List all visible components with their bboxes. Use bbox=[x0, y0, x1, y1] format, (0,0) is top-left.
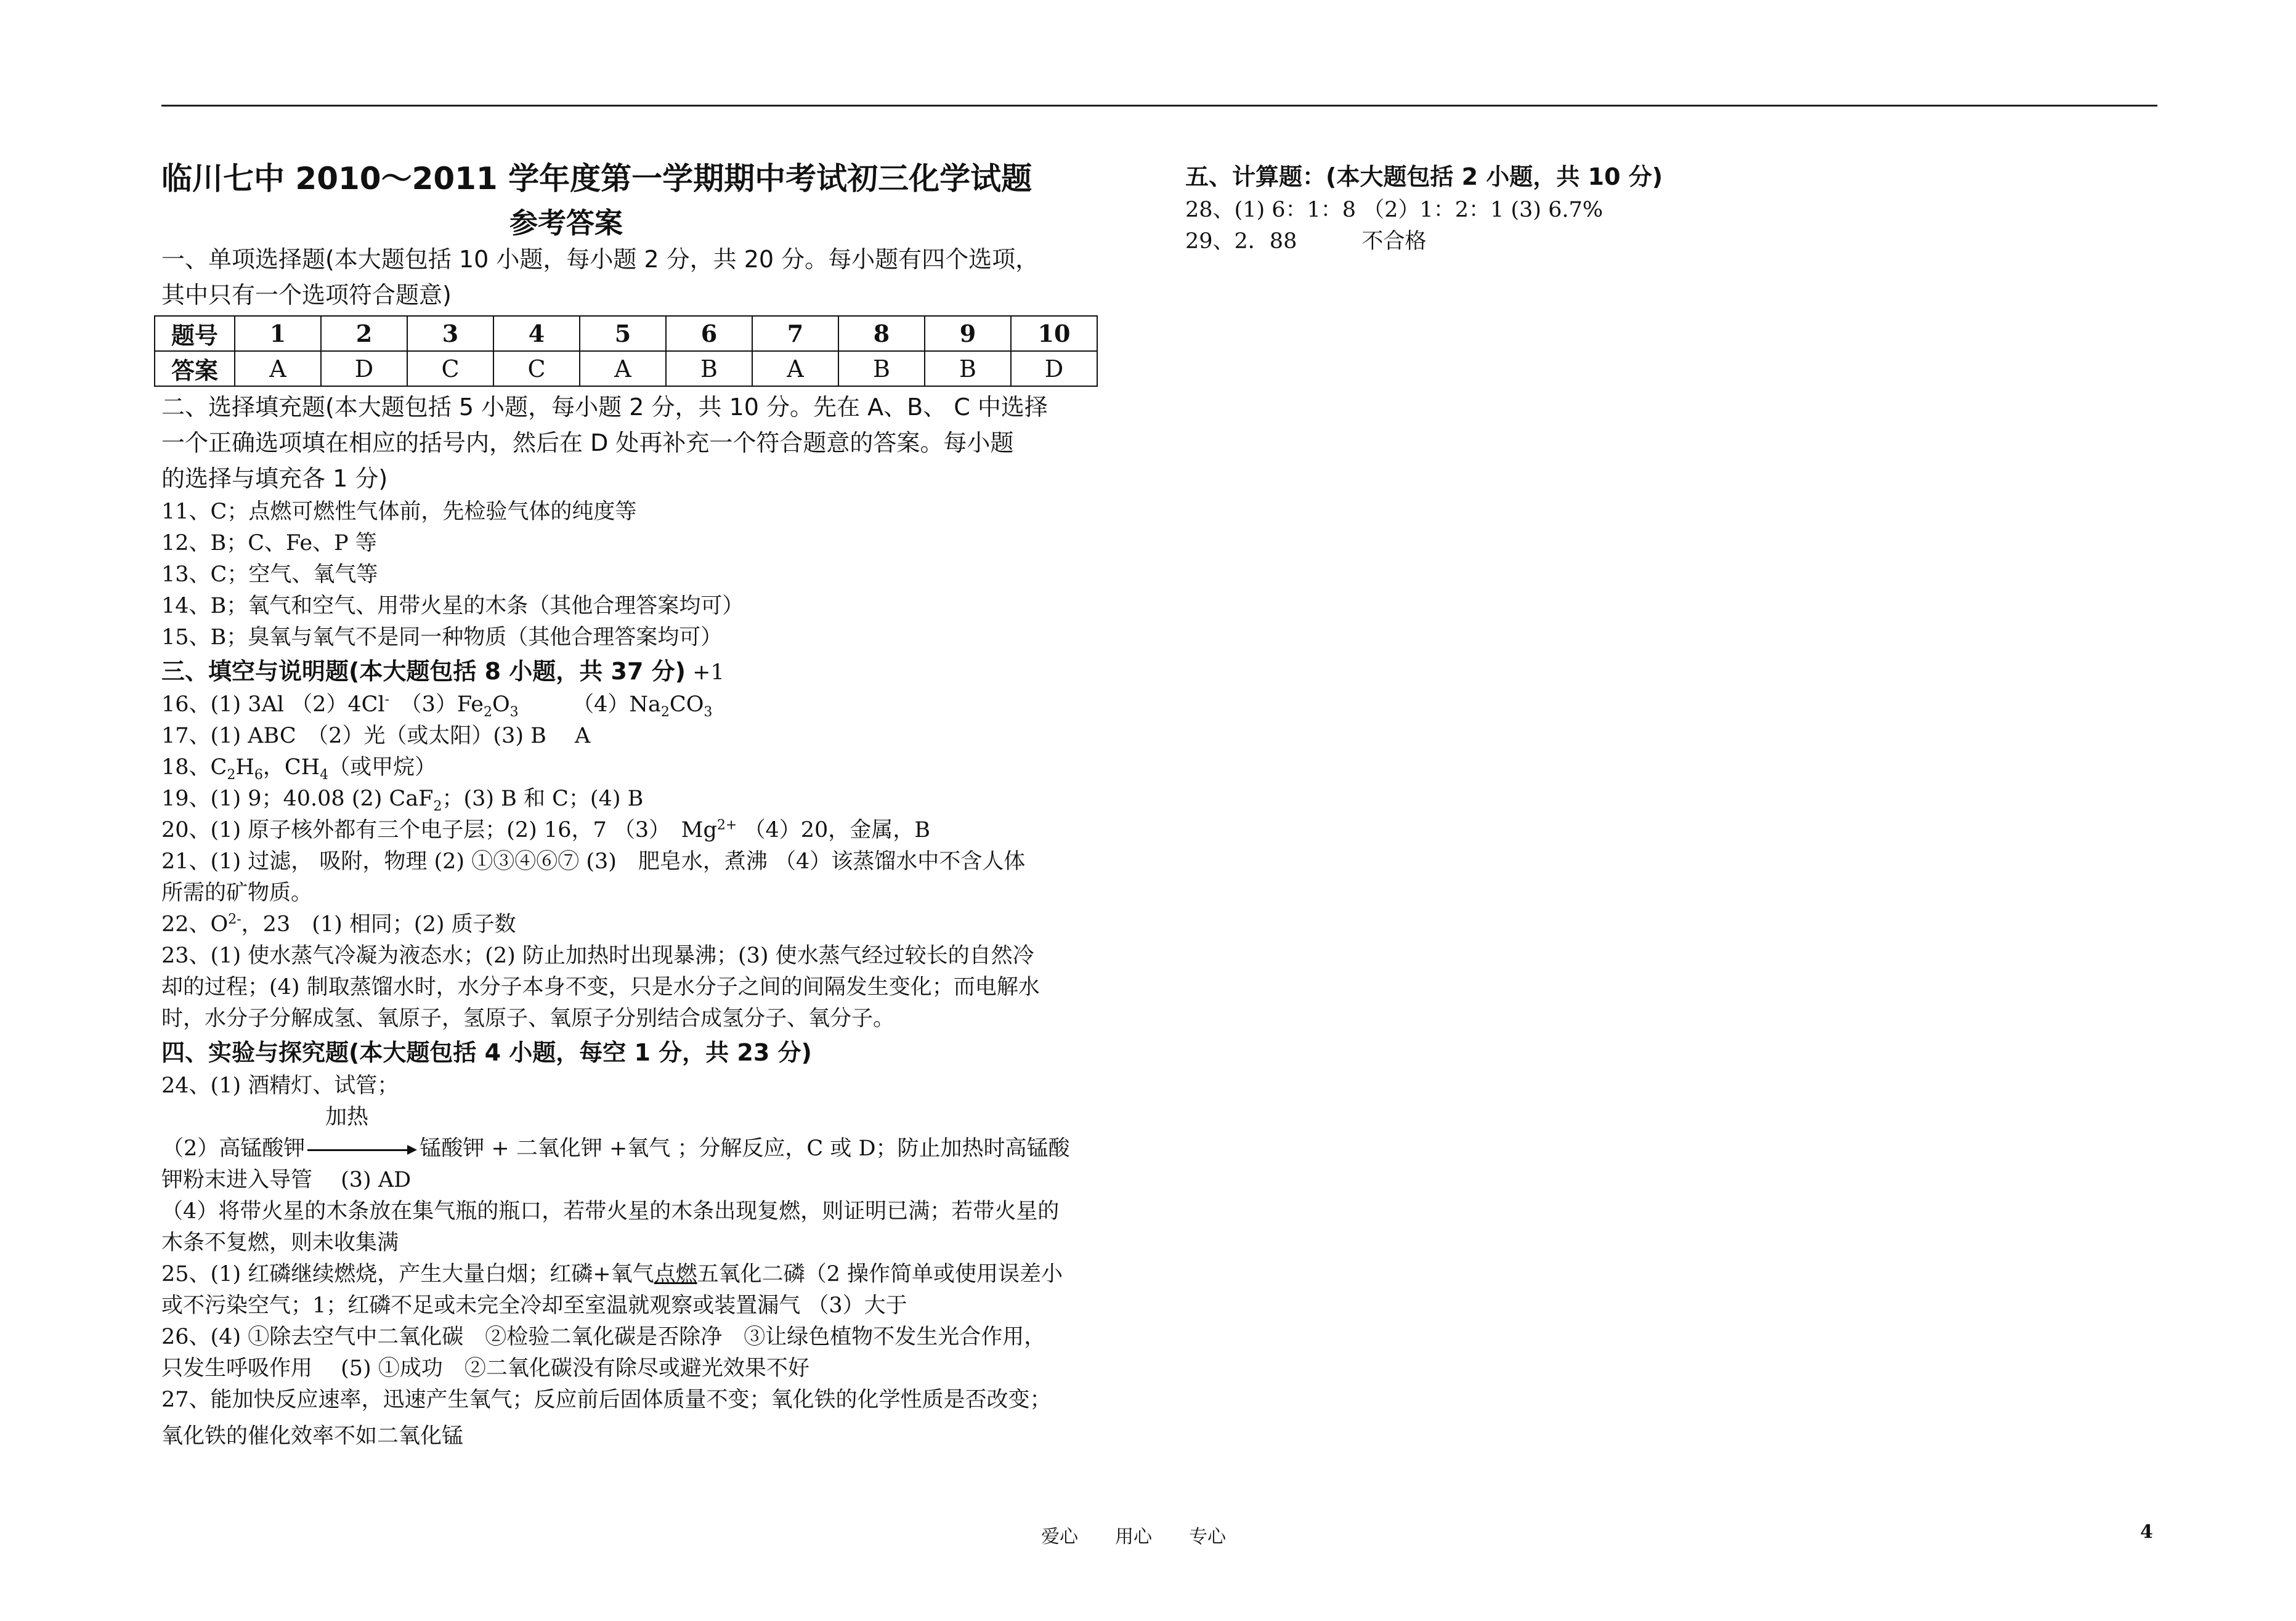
section4-heading: 四、实验与探究题(本大题包括 4 小题，每空 1 分，共 23 分) bbox=[161, 1039, 812, 1066]
answer-27-line1: 27、能加快反应速率，迅速产生氧气；反应前后固体质量不变；氧化铁的化学性质是否改变； bbox=[161, 1388, 1052, 1412]
answer-16-sup: - bbox=[384, 692, 390, 708]
answer-table-num: 5 bbox=[580, 316, 666, 351]
answer-table-num: 8 bbox=[838, 316, 925, 351]
answer-table-cell: A bbox=[580, 351, 666, 386]
answer-table-cell: A bbox=[235, 351, 321, 386]
answer-16-part-b: （3）Fe bbox=[411, 692, 484, 717]
answer-table-cell: B bbox=[925, 351, 1011, 386]
answer-table-label-ans: 答案 bbox=[155, 351, 235, 386]
answer-table-label-num: 题号 bbox=[155, 316, 235, 351]
answer-23-line1: 23、(1) 使水蒸气冷凝为液态水；(2) 防止加热时出现暴沸；(3) 使水蒸气经过较长的自然冷 bbox=[161, 944, 1034, 968]
footer-text: 爱心 用心 专心 bbox=[1041, 1526, 1226, 1548]
answer-24-line1: 24、(1) 酒精灯、试管； bbox=[161, 1073, 399, 1098]
section2-heading-line2: 一个正确选项填在相应的括号内，然后在 D 处再补充一个符合题意的答案。每小题 bbox=[161, 429, 1014, 456]
answer-15: 15、B；臭氧与氧气不是同一种物质（其他合理答案均可） bbox=[161, 625, 723, 650]
answer-table-num: 4 bbox=[493, 316, 580, 351]
answer-24-reaction bbox=[161, 1102, 1147, 1165]
answer-23-line3: 时，水分子分解成氢、氧原子，氢原子、氧原子分别结合成氢分子、氧分子。 bbox=[161, 1006, 895, 1031]
answer-22-part-a: 22、O bbox=[161, 912, 229, 937]
page-title: 临川七中 2010～2011 学年度第一学期期中考试初三化学试题 bbox=[161, 161, 1032, 196]
section2-heading-line3: 的选择与填充各 1 分) bbox=[161, 465, 388, 492]
page-number: 4 bbox=[2140, 1521, 2153, 1543]
answer-18-sub: 4 bbox=[320, 767, 329, 783]
answer-25-part-a: 25、(1) 红磷继续燃烧，产生大量白烟；红磷+氧气 bbox=[161, 1262, 654, 1287]
answer-24-line4: （4）将带火星的木条放在集气瓶的瓶口，若带火星的木条出现复燃，则证明已满；若带火星的 bbox=[161, 1199, 1060, 1224]
answer-18 bbox=[161, 752, 1147, 783]
answer-table bbox=[154, 315, 1098, 387]
answer-28: 28、(1) 6：1：8 （2）1：2：1 (3) 6.7% bbox=[1185, 198, 1603, 222]
answer-table-num: 7 bbox=[752, 316, 838, 351]
answer-16-part-a: 16、(1) 3Al （2）4Cl bbox=[161, 692, 385, 717]
answer-24-products: 锰酸钾 + 二氧化钾 +氧气 ；分解反应，C 或 D；防止加热时高锰酸 bbox=[420, 1136, 1070, 1161]
section3-heading-extra: +1 bbox=[692, 660, 724, 685]
answer-24-line3: 钾粉末进入导管 (3) AD bbox=[161, 1168, 412, 1192]
section2-heading-line1: 二、选择填充题(本大题包括 5 小题，每小题 2 分，共 10 分。先在 A、B、 C 中选择 bbox=[161, 394, 1048, 421]
answer-table-number-row bbox=[155, 316, 1097, 351]
section5-heading: 五、计算题：(本大题包括 2 小题，共 10 分) bbox=[1185, 163, 1663, 190]
answer-26-line2: 只发生呼吸作用 (5) ①成功 ②二氧化碳没有除尽或避光效果不好 bbox=[161, 1356, 809, 1381]
answer-24-line5: 木条不复燃，则未收集满 bbox=[161, 1231, 399, 1255]
answer-13: 13、C；空气、氧气等 bbox=[161, 562, 378, 587]
answer-20 bbox=[161, 815, 1147, 846]
answer-table-num: 10 bbox=[1011, 316, 1097, 351]
answer-21-line1: 21、(1) 过滤， 吸附，物理 (2) ①③④⑥⑦ (3) 肥皂水，煮沸 （4）该蒸馏水中不含人体 bbox=[161, 849, 1026, 874]
answer-table-num: 3 bbox=[407, 316, 493, 351]
answer-19 bbox=[161, 783, 1147, 815]
answer-26-line1: 26、(4) ①除去空气中二氧化碳 ②检验二氧化碳是否除净 ③让绿色植物不发生光合作用， bbox=[161, 1325, 1046, 1349]
answer-12: 12、B；C、Fe、P 等 bbox=[161, 531, 377, 556]
answer-27-line2: 氧化铁的催化效率不如二氧化锰 bbox=[161, 1424, 464, 1449]
answer-24-line2 bbox=[162, 1133, 1070, 1165]
page-subtitle: 参考答案 bbox=[509, 206, 623, 240]
answer-18-part-b: H bbox=[235, 755, 254, 780]
answer-table-cell: A bbox=[752, 351, 838, 386]
section3-heading-row bbox=[161, 653, 1147, 689]
answer-25-condition: 点燃 bbox=[654, 1262, 697, 1287]
answer-16-part-c2: CO bbox=[669, 692, 704, 717]
answer-18-sub: 6 bbox=[254, 767, 263, 783]
answer-table-cell: D bbox=[321, 351, 407, 386]
answer-17: 17、(1) ABC （2）光（或太阳）(3) B A bbox=[161, 724, 591, 748]
answer-16-sub: 3 bbox=[704, 705, 713, 720]
answer-24-reactant: （2）高锰酸钾 bbox=[162, 1136, 306, 1161]
answer-19-sub: 2 bbox=[433, 799, 442, 814]
answer-table-num: 6 bbox=[666, 316, 752, 351]
answer-16-part-c: （4）Na bbox=[583, 692, 661, 717]
answer-16-part-b2: O bbox=[492, 692, 510, 717]
answer-23-line2: 却的过程；(4) 制取蒸馏水时，水分子本身不变，只是水分子之间的间隔发生变化；而电解水 bbox=[161, 975, 1040, 1000]
section1-heading-line1: 一、单项选择题(本大题包括 10 小题，每小题 2 分，共 20 分。每小题有四个选项， bbox=[161, 246, 1039, 273]
header-rule bbox=[161, 105, 2157, 107]
answer-16-sub: 2 bbox=[660, 705, 670, 720]
answer-table-cell: D bbox=[1011, 351, 1097, 386]
answer-11: 11、C；点燃可燃性气体前，先检验气体的纯度等 bbox=[161, 499, 637, 524]
answer-table-cell: B bbox=[666, 351, 752, 386]
answer-16 bbox=[161, 689, 1147, 721]
answer-20-part-a: 20、(1) 原子核外都有三个电子层；(2) 16，7 （3） Mg bbox=[161, 818, 717, 843]
answer-29: 29、2．88 不合格 bbox=[1185, 229, 1427, 254]
answer-table-num: 2 bbox=[321, 316, 407, 351]
answer-table-cell: B bbox=[838, 351, 925, 386]
answer-table-num: 9 bbox=[925, 316, 1011, 351]
answer-18-part-a: 18、C bbox=[161, 755, 227, 780]
answer-22 bbox=[161, 909, 1147, 940]
answer-25-line1 bbox=[161, 1259, 1147, 1290]
answer-20-part-b: （4）20，金属，B bbox=[744, 818, 930, 843]
answer-18-part-c: ，CH bbox=[262, 755, 320, 780]
answer-22-sup: 2- bbox=[228, 912, 241, 928]
answer-14: 14、B；氧气和空气、用带火星的木条（其他合理答案均可） bbox=[161, 594, 744, 618]
answer-22-part-b: ，23 (1) 相同；(2) 质子数 bbox=[241, 912, 516, 937]
right-column bbox=[1185, 159, 2109, 257]
answer-18-part-d: （或甲烷） bbox=[328, 755, 437, 780]
reaction-condition-label: 加热 bbox=[325, 1105, 369, 1130]
answer-16-sub: 3 bbox=[509, 705, 519, 720]
answer-20-sup: 2+ bbox=[716, 817, 737, 833]
left-column bbox=[161, 159, 1147, 1452]
answer-18-sub: 2 bbox=[227, 767, 236, 783]
answer-25-line2: 或不污染空气；1；红磷不足或未完全冷却至室温就观察或装置漏气 （3）大于 bbox=[161, 1293, 907, 1318]
answer-table-cell: C bbox=[407, 351, 493, 386]
answer-table-answer-row bbox=[155, 351, 1097, 386]
answer-table-cell: C bbox=[493, 351, 580, 386]
answer-19-part-a: 19、(1) 9；40.08 (2) CaF bbox=[161, 786, 434, 811]
answer-21-line2: 所需的矿物质。 bbox=[161, 881, 313, 905]
section3-heading: 三、填空与说明题(本大题包括 8 小题，共 37 分) bbox=[161, 658, 686, 685]
answer-table-num: 1 bbox=[235, 316, 321, 351]
answer-25-part-b: 五氧化二磷（2 操作简单或使用误差小 bbox=[697, 1262, 1063, 1287]
answer-19-part-b: ；(3) B 和 C；(4) B bbox=[442, 786, 644, 811]
section1-heading-line2: 其中只有一个选项符合题意) bbox=[161, 281, 452, 309]
reaction-arrow-icon bbox=[307, 1144, 417, 1156]
answer-16-sub: 2 bbox=[483, 705, 492, 720]
